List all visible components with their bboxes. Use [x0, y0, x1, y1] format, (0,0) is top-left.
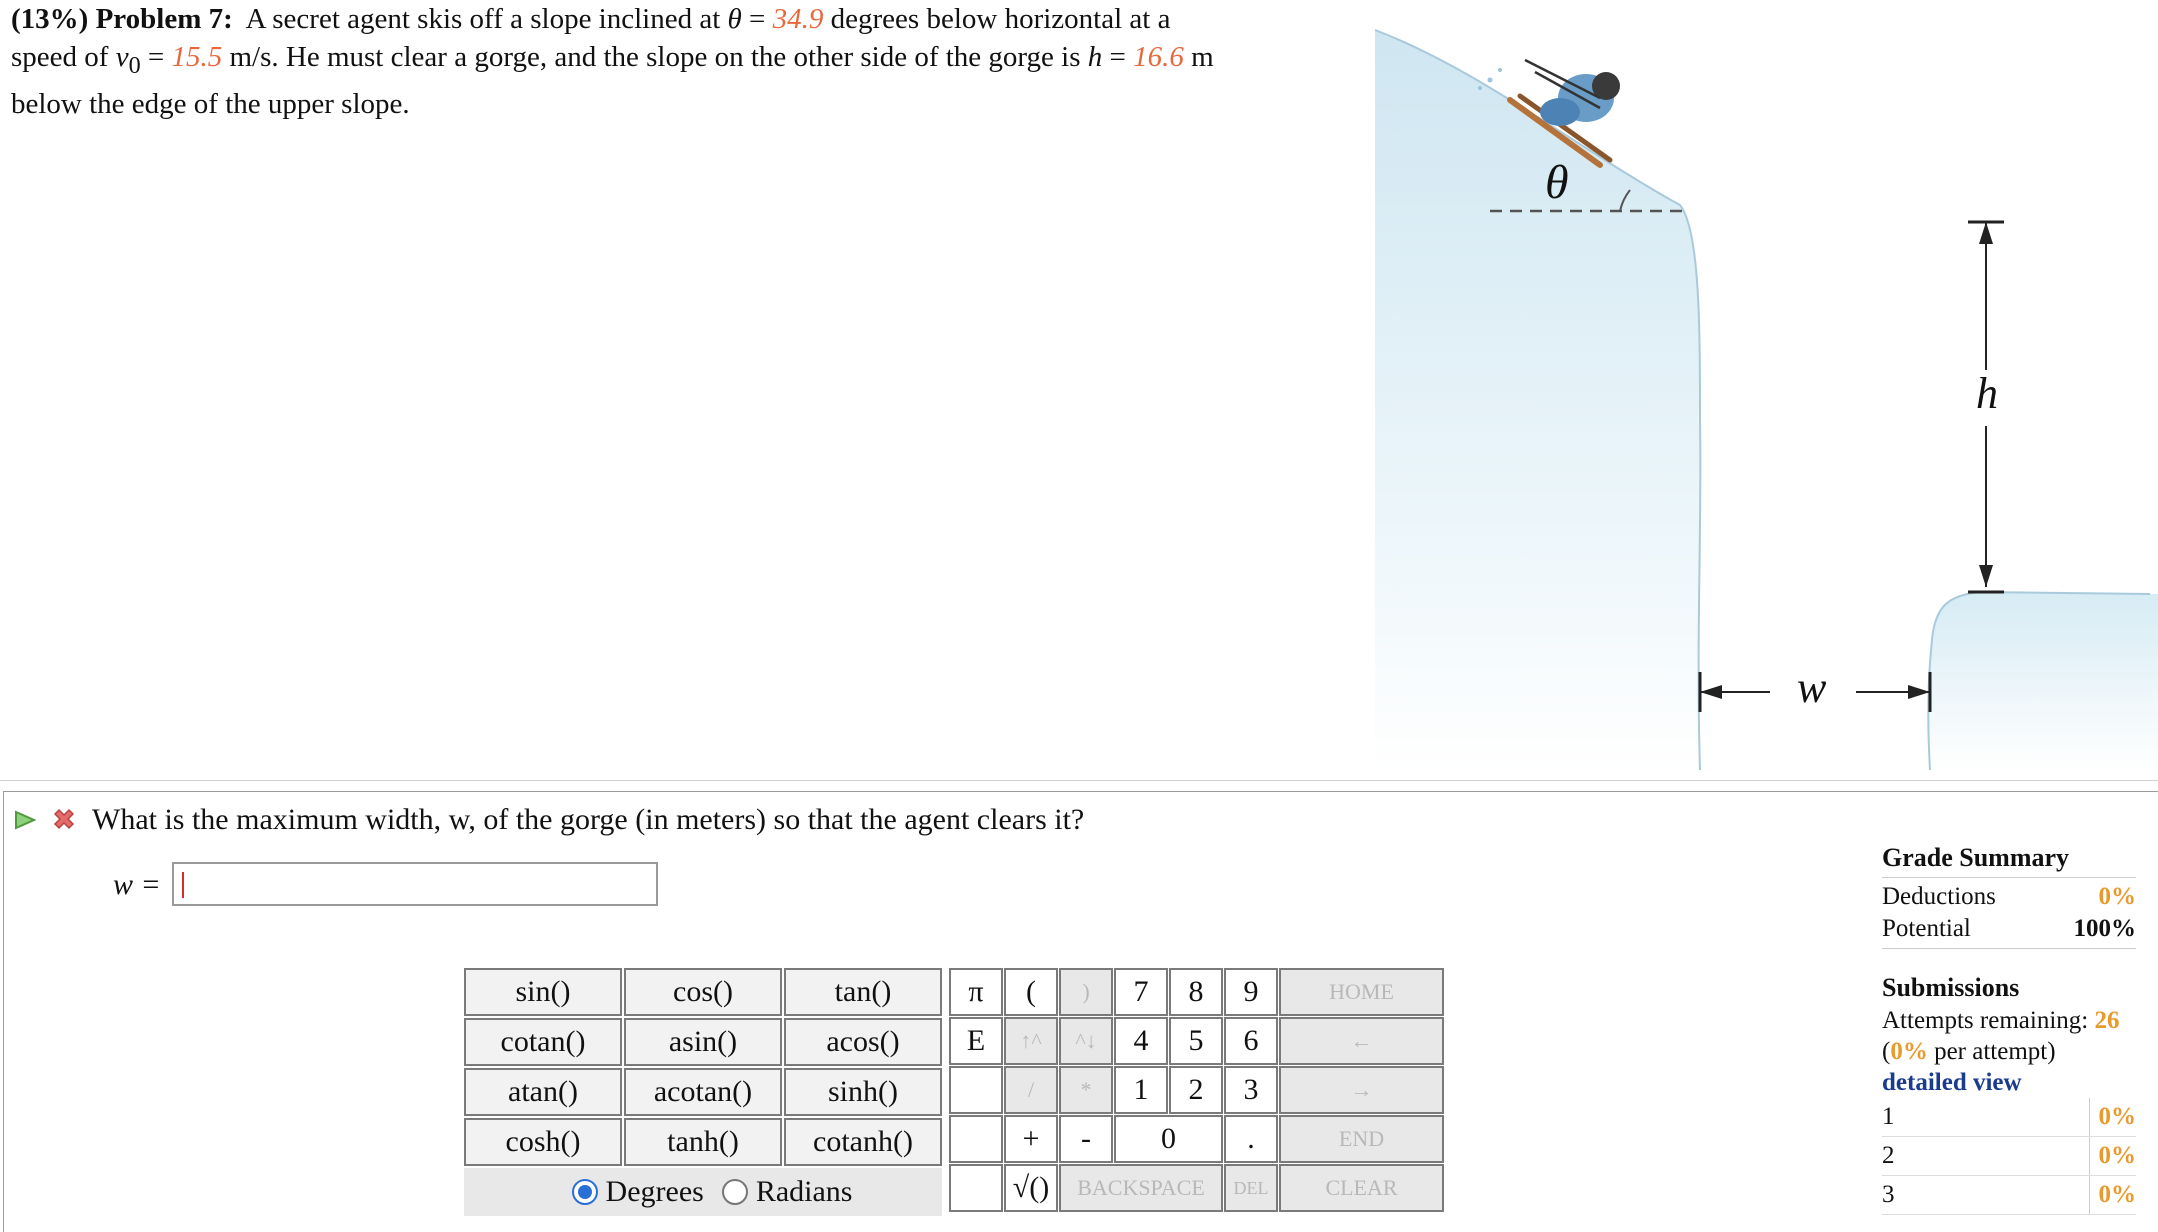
potential-label: Potential	[1882, 915, 1971, 942]
key-right-arrow[interactable]: →	[1279, 1066, 1444, 1114]
per-attempt-open: (	[1882, 1038, 1891, 1065]
angle-mode	[464, 1168, 942, 1216]
key-backspace[interactable]: BACKSPACE	[1059, 1164, 1223, 1212]
key-clear[interactable]: CLEAR	[1279, 1164, 1444, 1212]
potential-row	[1882, 913, 2136, 945]
key-3[interactable]: 3	[1224, 1066, 1278, 1114]
upper-slope	[1375, 30, 1700, 770]
key-left-arrow[interactable]: ←	[1279, 1017, 1444, 1065]
key-cosh[interactable]: cosh()	[464, 1118, 622, 1166]
attempts-value: 26	[2094, 1007, 2120, 1034]
detailed-view-link[interactable]: detailed view	[1882, 1069, 2022, 1096]
problem-text-3: speed of	[11, 41, 109, 73]
degrees-radio[interactable]	[572, 1179, 598, 1205]
grade-summary	[1882, 843, 2136, 952]
radians-radio[interactable]	[722, 1179, 748, 1205]
key-asin[interactable]: asin()	[624, 1018, 782, 1066]
key-atan[interactable]: atan()	[464, 1068, 622, 1116]
problem-label: Problem 7:	[95, 3, 233, 35]
radians-label: Radians	[755, 1175, 853, 1208]
attempt-row	[1882, 1137, 2136, 1176]
key-4[interactable]: 4	[1114, 1017, 1168, 1065]
key-minus[interactable]: -	[1059, 1115, 1113, 1163]
key-blank-3	[949, 1164, 1003, 1212]
answer-input[interactable]	[172, 862, 658, 906]
key-e[interactable]: E	[949, 1017, 1003, 1065]
key-8[interactable]: 8	[1169, 968, 1223, 1016]
key-home[interactable]: HOME	[1279, 968, 1444, 1016]
close-icon	[50, 806, 78, 834]
degrees-label: Degrees	[605, 1175, 704, 1208]
key-end[interactable]: END	[1279, 1115, 1444, 1163]
theta-label: θ	[1545, 156, 1569, 209]
equals-1: =	[741, 3, 773, 35]
number-keys	[949, 968, 1444, 1212]
per-attempt-value: 0%	[1890, 1038, 1928, 1065]
key-tan[interactable]: tan()	[784, 968, 942, 1016]
key-del[interactable]: DEL	[1224, 1164, 1278, 1212]
section-divider	[0, 780, 2158, 781]
key-2[interactable]: 2	[1169, 1066, 1223, 1114]
key-pi[interactable]: π	[949, 968, 1003, 1016]
deductions-label: Deductions	[1882, 883, 1996, 910]
deductions-value: 0%	[2098, 883, 2136, 910]
per-attempt	[1882, 1036, 2136, 1067]
v0-value: 15.5	[171, 41, 223, 73]
problem-text-1: A secret agent skis off a slope inclined at	[245, 3, 721, 35]
key-9[interactable]: 9	[1224, 968, 1278, 1016]
key-close-paren[interactable]: )	[1059, 968, 1113, 1016]
gorge-figure	[1360, 0, 2158, 776]
key-blank-1	[949, 1066, 1003, 1114]
key-1[interactable]: 1	[1114, 1066, 1168, 1114]
theta-value: 34.9	[772, 3, 824, 35]
attempt-row	[1882, 1098, 2136, 1137]
key-multiply[interactable]: *	[1059, 1066, 1113, 1114]
v0-subscript: 0	[128, 51, 141, 79]
w-label: w	[1797, 663, 1827, 712]
key-acotan[interactable]: acotan()	[624, 1068, 782, 1116]
key-sqrt[interactable]: √()	[1004, 1164, 1058, 1212]
deductions-row	[1882, 881, 2136, 913]
play-icon[interactable]	[14, 809, 36, 831]
function-keys	[464, 968, 942, 1166]
attempt-percent: 0%	[2089, 1098, 2136, 1136]
submissions-panel	[1882, 973, 2136, 1215]
attempt-number: 1	[1882, 1103, 1895, 1130]
key-blank-2	[949, 1115, 1003, 1163]
key-7[interactable]: 7	[1114, 968, 1168, 1016]
h-label: h	[1976, 369, 1998, 418]
submissions-title: Submissions	[1882, 973, 2020, 1002]
question-text: What is the maximum width, w, of the gorge (in meters) so that the agent clears it?	[92, 803, 1085, 836]
problem-text-5: m	[1191, 41, 1214, 73]
key-acos[interactable]: acos()	[784, 1018, 942, 1066]
key-0[interactable]: 0	[1114, 1115, 1223, 1163]
h-symbol: h	[1087, 41, 1103, 73]
attempt-number: 2	[1882, 1142, 1895, 1169]
key-open-paren[interactable]: (	[1004, 968, 1058, 1016]
attempts-label: Attempts remaining:	[1882, 1007, 2089, 1034]
problem-text-6: below the edge of the upper slope.	[11, 87, 410, 120]
key-decimal[interactable]: .	[1224, 1115, 1278, 1163]
text-caret	[182, 872, 184, 898]
problem-text-2: degrees below horizontal at a	[830, 3, 1171, 35]
problem-statement	[11, 0, 1351, 123]
lower-slope	[1928, 592, 2158, 770]
attempt-row	[1882, 1176, 2136, 1215]
key-divide[interactable]: /	[1004, 1066, 1058, 1114]
key-plus[interactable]: +	[1004, 1115, 1058, 1163]
key-cos[interactable]: cos()	[624, 968, 782, 1016]
key-tanh[interactable]: tanh()	[624, 1118, 782, 1166]
question-row	[14, 802, 1084, 838]
problem-text-4: m/s. He must clear a gorge, and the slope on the other side of the gorge is	[229, 41, 1081, 73]
potential-value: 100%	[2073, 915, 2136, 942]
attempt-percent: 0%	[2089, 1137, 2136, 1175]
theta-symbol: θ	[727, 3, 742, 35]
key-superscript-up[interactable]: ↑^	[1004, 1017, 1058, 1065]
key-sinh[interactable]: sinh()	[784, 1068, 942, 1116]
key-5[interactable]: 5	[1169, 1017, 1223, 1065]
h-value: 16.6	[1133, 41, 1184, 73]
key-sin[interactable]: sin()	[464, 968, 622, 1016]
equals-3: =	[1102, 41, 1134, 73]
equals-2: =	[140, 41, 172, 73]
attempts-remaining	[1882, 1005, 2136, 1036]
answer-label: w =	[113, 868, 161, 901]
attempt-percent: 0%	[2089, 1176, 2136, 1214]
per-attempt-text: per attempt)	[1934, 1038, 2056, 1065]
attempt-number: 3	[1882, 1181, 1895, 1208]
key-6[interactable]: 6	[1224, 1017, 1278, 1065]
grade-summary-title: Grade Summary	[1882, 843, 2070, 872]
key-cotan[interactable]: cotan()	[464, 1018, 622, 1066]
key-superscript-down[interactable]: ^↓	[1059, 1017, 1113, 1065]
problem-percent: (13%)	[11, 3, 89, 35]
v0-symbol: v	[115, 41, 129, 73]
key-cotanh[interactable]: cotanh()	[784, 1118, 942, 1166]
